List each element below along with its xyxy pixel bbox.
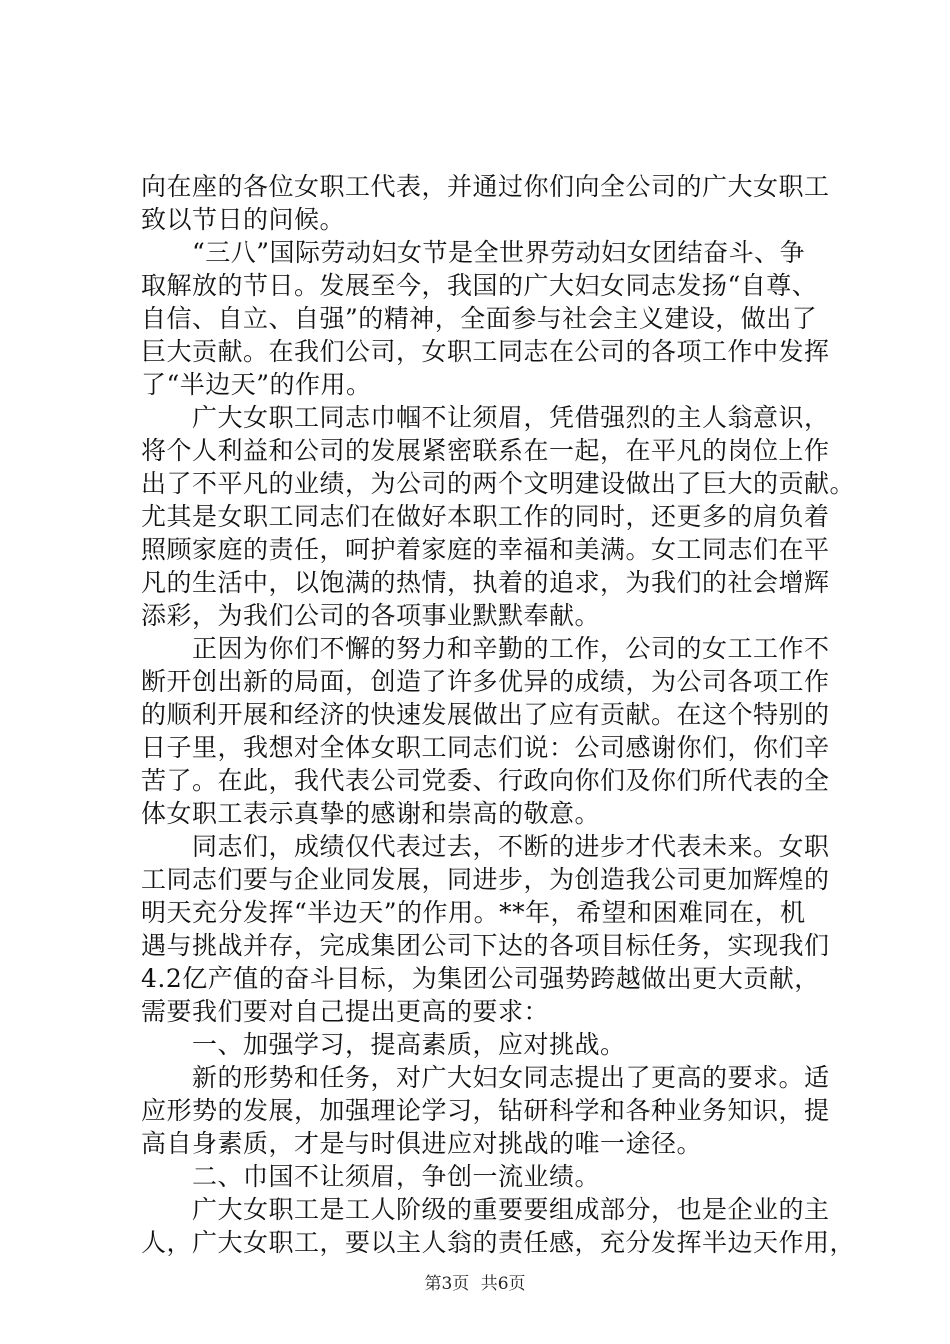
text-line: 高自身素质，才是与时俱进应对挑战的唯一途径。 — [141, 1129, 703, 1158]
text-line: 断开创出新的局面，创造了许多优异的成绩，为公司各项工作 — [141, 667, 830, 696]
page-total: 共6页 — [480, 1274, 526, 1294]
text-line: 日子里，我想对全体女职工同志们说：公司感谢你们，你们辛 — [141, 733, 830, 762]
text-line: 新的形势和任务，对广大妇女同志提出了更高的要求。适 — [141, 1063, 830, 1092]
text-line: 工同志们要与企业同发展，同进步，为创造我公司更加辉煌的 — [141, 865, 830, 894]
text-line: 同志们，成绩仅代表过去，不断的进步才代表未来。女职 — [141, 832, 830, 861]
text-line: 巨大贡献。在我们公司，女职工同志在公司的各项工作中发挥 — [141, 337, 830, 366]
text-line: 遇与挑战并存，完成集团公司下达的各项目标任务，实现我们 — [141, 931, 830, 960]
text-line: 凡的生活中，以饱满的热情，执着的追求，为我们的社会增辉 — [141, 568, 830, 597]
text-line: 取解放的节日。发展至今，我国的广大妇女同志发扬“自尊、 — [141, 271, 818, 300]
text-line: 需要我们要对自己提出更高的要求： — [141, 997, 550, 1026]
text-line: 的顺利开展和经济的快速发展做出了应有贡献。在这个特别的 — [141, 700, 830, 729]
text-line: 体女职工表示真挚的感谢和崇高的敬意。 — [141, 799, 601, 828]
text-line: 致以节日的问候。 — [141, 205, 346, 234]
text-line: 苦了。在此，我代表公司党委、行政向你们及你们所代表的全 — [141, 766, 830, 795]
text-line: 4.2亿产值的奋斗目标，为集团公司强势跨越做出更大贡献， — [141, 964, 820, 993]
text-line: 广大女职工同志巾帼不让须眉，凭借强烈的主人翁意识， — [141, 403, 830, 432]
text-line: 应形势的发展，加强理论学习，钻研科学和各种业务知识，提 — [141, 1096, 830, 1125]
text-line: 广大女职工是工人阶级的重要要组成部分，也是企业的主 — [141, 1195, 830, 1224]
text-line: 向在座的各位女职工代表，并通过你们向全公司的广大女职工 — [141, 172, 830, 201]
text-line: 出了不平凡的业绩，为公司的两个文明建设做出了巨大的贡献。 — [141, 469, 856, 498]
text-line: 二、巾国不让须眉，争创一流业绩。 — [141, 1162, 601, 1191]
text-line: 尤其是女职工同志们在做好本职工作的同时，还更多的肩负着 — [141, 502, 830, 531]
text-line: 自信、自立、自强”的精神，全面参与社会主义建设，做出了 — [141, 304, 818, 333]
text-line: “三八”国际劳动妇女节是全世界劳动妇女团结奋斗、争 — [141, 238, 806, 267]
text-line: 明天充分发挥“半边天”的作用。**年，希望和困难同在，机 — [141, 898, 806, 927]
text-line: 正因为你们不懈的努力和辛勤的工作，公司的女工工作不 — [141, 634, 830, 663]
text-line: 一、加强学习，提高素质，应对挑战。 — [141, 1030, 626, 1059]
text-line: 照顾家庭的责任，呵护着家庭的幸福和美满。女工同志们在平 — [141, 535, 830, 564]
text-line: 将个人利益和公司的发展紧密联系在一起，在平凡的岗位上作 — [141, 436, 830, 465]
document-body — [141, 170, 856, 1259]
text-line: 了“半边天”的作用。 — [141, 370, 372, 399]
text-line: 添彩，为我们公司的各项事业默默奉献。 — [141, 601, 601, 630]
page-footer — [0, 1273, 950, 1295]
page-number: 第3页 — [424, 1274, 470, 1294]
text-line: 人，广大女职工，要以主人翁的责任感，充分发挥半边天作用， — [141, 1228, 856, 1257]
